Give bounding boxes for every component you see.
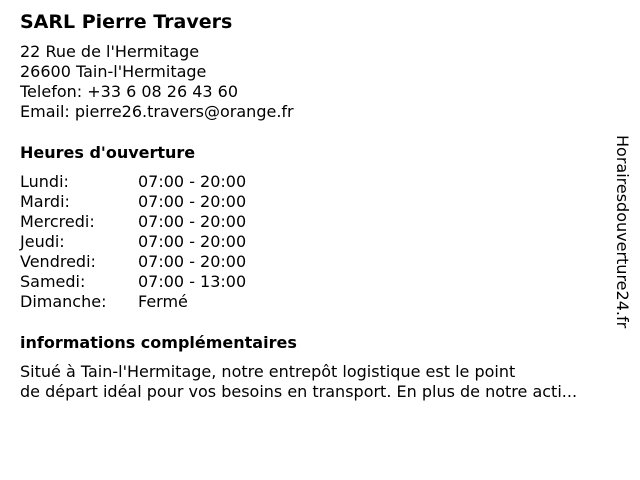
opening-hours-table	[20, 172, 620, 312]
business-card	[20, 10, 620, 402]
hours-day: Vendredi:	[20, 252, 96, 271]
street-address: 22 Rue de l'Hermitage	[20, 42, 200, 61]
business-name: SARL Pierre Travers	[20, 11, 233, 33]
hours-day: Mardi:	[20, 192, 70, 211]
hours-row-wednesday	[20, 212, 620, 232]
city-address: 26600 Tain-l'Hermitage	[20, 62, 207, 81]
hours-row-monday	[20, 172, 620, 192]
hours-time: Fermé	[138, 292, 188, 311]
email-address: Email: pierre26.travers@orange.fr	[20, 102, 294, 121]
additional-info-text	[20, 362, 630, 402]
phone-number: Telefon: +33 6 08 26 43 60	[20, 82, 239, 101]
hours-day: Mercredi:	[20, 212, 95, 231]
additional-info-heading: informations complémentaires	[20, 333, 297, 352]
hours-day: Samedi:	[20, 272, 86, 291]
hours-day: Dimanche:	[20, 292, 107, 311]
hours-row-sunday	[20, 292, 620, 312]
info-line: de départ idéal pour vos besoins en transport. En plus de notre acti...	[20, 382, 578, 401]
hours-time: 07:00 - 13:00	[138, 272, 247, 291]
info-line: Situé à Tain-l'Hermitage, notre entrepôt logistique est le point	[20, 362, 516, 381]
hours-time: 07:00 - 20:00	[138, 212, 247, 231]
hours-row-saturday	[20, 272, 620, 292]
hours-row-thursday	[20, 232, 620, 252]
hours-day: Lundi:	[20, 172, 69, 191]
hours-time: 07:00 - 20:00	[138, 192, 247, 211]
hours-day: Jeudi:	[20, 232, 65, 251]
hours-time: 07:00 - 20:00	[138, 252, 247, 271]
opening-hours-heading: Heures d'ouverture	[20, 143, 196, 162]
site-watermark: Horairesdouverture24.fr	[613, 135, 632, 329]
hours-time: 07:00 - 20:00	[138, 172, 247, 191]
hours-row-friday	[20, 252, 620, 272]
hours-row-tuesday	[20, 192, 620, 212]
hours-time: 07:00 - 20:00	[138, 232, 247, 251]
